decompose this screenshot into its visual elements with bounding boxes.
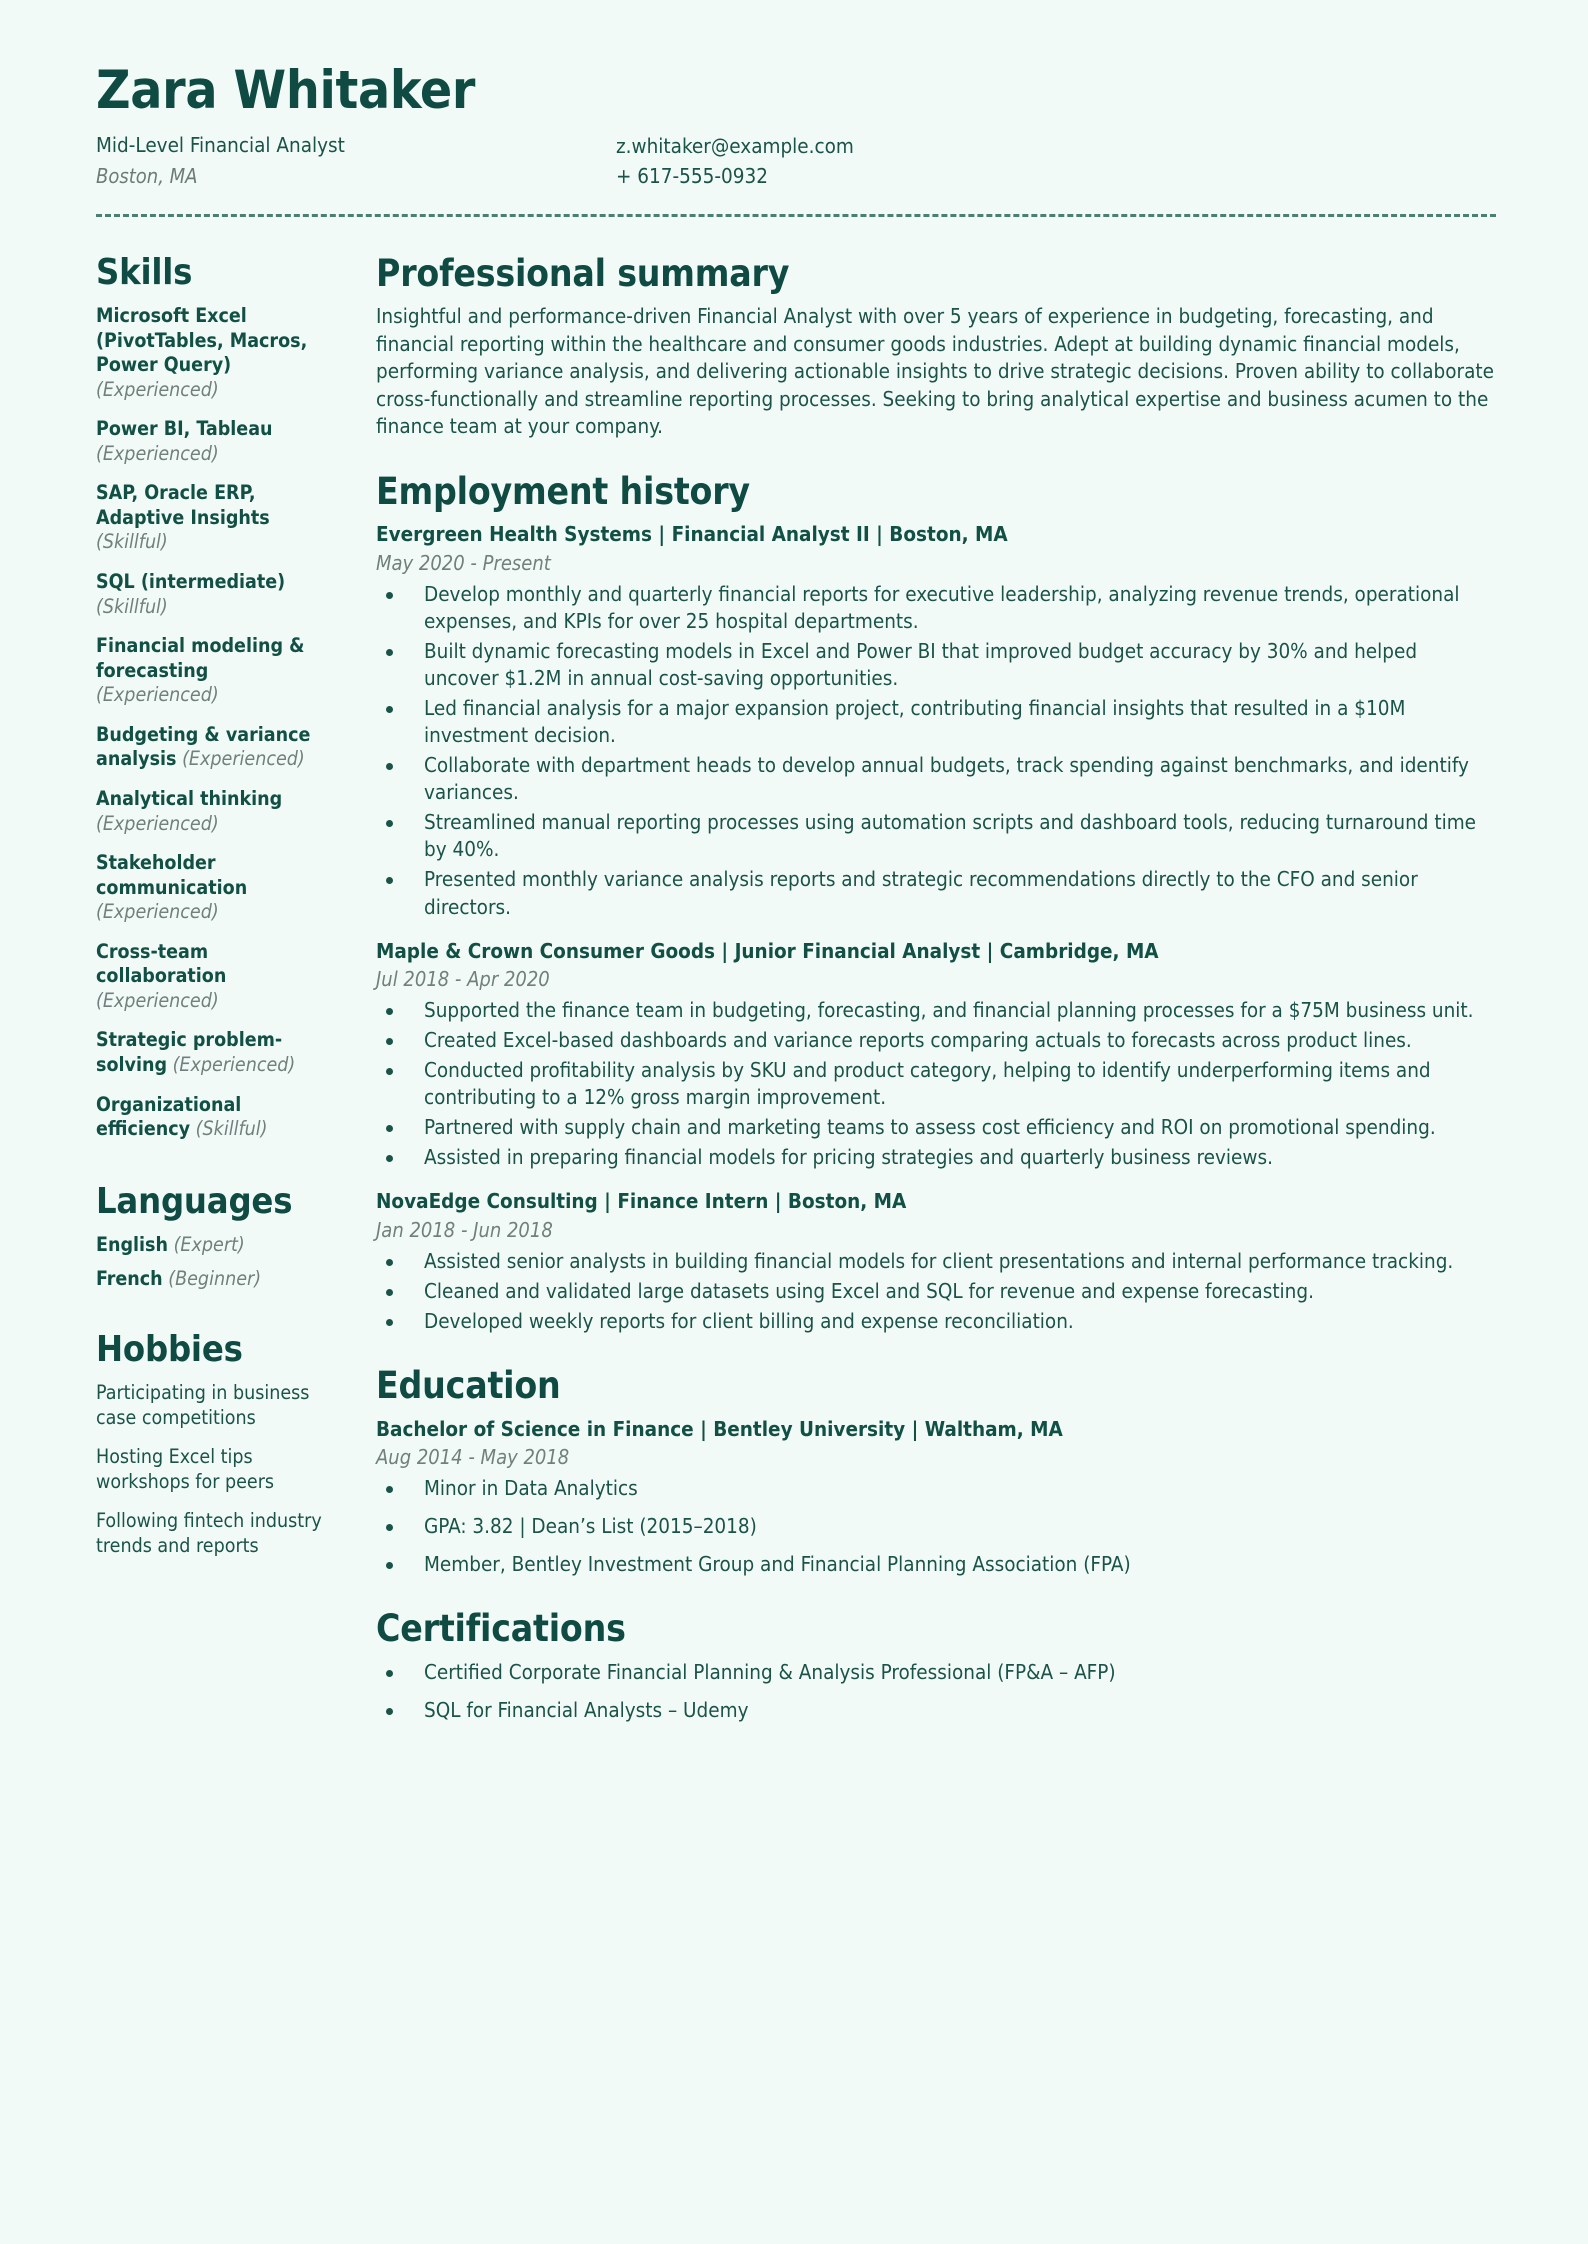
candidate-location: Boston, MA [96,164,198,189]
skill-level: (Skillful) [190,1117,268,1141]
entry-bullet-list [376,1475,1496,1578]
bullet-item: Built dynamic forecasting models in Excel and Power BI that improved budget accuracy by 30% and helped uncover $1.2M in annual cost-saving opportunities. [376,638,1496,692]
skill-name: Power BI, Tableau [96,417,273,441]
skill-level: (Experienced) [96,441,219,465]
skill-item [96,723,330,772]
skill-level: (Experienced) [96,683,219,707]
skills-list [96,304,330,1142]
bullet-item: Assisted senior analysts in building financial models for client presentations and internal performance tracking. [376,1248,1496,1275]
language-level: (Beginner) [162,1267,262,1291]
hobbies-heading: Hobbies [96,1329,243,1371]
entry-bullet-list [376,997,1496,1171]
skill-item [96,481,330,555]
entry-title: NovaEdge Consulting | Finance Intern | Boston, MA [376,1189,907,1214]
skill-name: SQL (intermediate) [96,570,286,594]
language-level: (Expert) [168,1233,245,1257]
education-heading: Education [376,1364,561,1408]
skills-section [96,253,330,1142]
skill-level: (Experienced) [96,811,219,835]
languages-heading: Languages [96,1180,293,1222]
languages-list [96,1233,330,1290]
skill-name: Organizational efficiency [96,1092,242,1141]
skill-level: (Experienced) [176,747,305,771]
skill-level: (Skillful) [96,594,168,618]
bullet-item: Created Excel-based dashboards and variance reports comparing actuals to forecasts across product lines. [376,1027,1496,1054]
bullet-item: Collaborate with department heads to develop annual budgets, track spending against benchmarks, and identify variances. [376,752,1496,806]
candidate-name: Zara Whitaker [96,60,476,121]
skill-name: Strategic problem-solving [96,1028,283,1077]
bullet-item: Cleaned and validated large datasets using Excel and SQL for revenue and expense forecasting. [376,1278,1496,1305]
bullet-item: Assisted in preparing financial models for pricing strategies and quarterly business reviews. [376,1144,1496,1171]
entry-date: Aug 2014 - May 2018 [376,1445,570,1470]
resume-header [96,62,1496,227]
main-column [348,253,1496,1754]
entry-date: Jan 2018 - Jun 2018 [376,1218,553,1243]
skill-item [96,1093,330,1142]
bullet-item: Minor in Data Analytics [376,1475,1496,1502]
skill-level: (Experienced) [96,900,219,924]
entry-date: May 2020 - Present [376,551,551,575]
hobby-item: Following fintech industry trends and reports [96,1509,322,1558]
skill-name: Analytical thinking [96,786,283,810]
language-item [96,1233,330,1256]
entry-bullet-list [376,1248,1496,1335]
skill-level: (Experienced) [167,1053,296,1077]
hobbies-list [96,1381,330,1559]
experience-entry [376,1416,1496,1579]
entry-title: Evergreen Health Systems | Financial Analyst II | Boston, MA [376,522,1008,547]
skill-name: Stakeholder communication [96,851,248,899]
skill-item [96,570,330,619]
skill-item [96,417,330,466]
sidebar [96,253,348,1599]
certifications-heading: Certifications [376,1607,626,1651]
skill-item [96,851,330,925]
entry-bullet-list [376,581,1496,921]
experience-entry [376,938,1496,1172]
hobbies-section [96,1330,330,1559]
header-left-column [96,131,616,191]
header-contact-column [616,131,854,191]
skill-item [96,634,330,708]
skill-level: (Experienced) [96,988,219,1012]
language-item [96,1267,330,1290]
bullet-item: Member, Bentley Investment Group and Financial Planning Association (FPA) [376,1551,1496,1578]
bullet-item: GPA: 3.82 | Dean’s List (2015–2018) [376,1513,1496,1540]
entry-date: Jul 2018 - Apr 2020 [376,967,550,992]
contact-email[interactable]: z.whitaker@example.com [616,134,854,159]
certification-item: SQL for Financial Analysts – Udemy [376,1697,1496,1724]
skill-name: Budgeting & variance analysis [96,722,311,771]
certifications-section [376,1608,1496,1724]
skill-name: SAP, Oracle ERP, Adaptive Insights [96,481,270,529]
professional-summary-section [376,253,1496,441]
languages-section [96,1182,330,1290]
skill-item [96,787,330,836]
hobby-item: Participating in business case competitions [96,1381,310,1430]
language-name: French [96,1267,163,1291]
skill-name: Cross-team collaboration [96,939,227,988]
entry-title: Bachelor of Science in Finance | Bentley University | Waltham, MA [376,1416,1063,1441]
skill-name: Microsoft Excel (PivotTables, Macros, Power Query) [96,303,308,377]
certifications-list [376,1659,1496,1724]
header-divider [96,214,1496,217]
education-section [376,1365,1496,1578]
contact-phone[interactable]: + 617-555-0932 [616,163,768,188]
bullet-item: Supported the finance team in budgeting, forecasting, and financial planning processes for a $75M business unit. [376,997,1496,1024]
language-name: English [96,1233,168,1257]
skill-level: (Experienced) [96,377,219,401]
employment-history-section [376,471,1496,1335]
skill-level: (Skillful) [96,530,168,554]
skill-item [96,1028,330,1077]
entry-title: Maple & Crown Consumer Goods | Junior Financial Analyst | Cambridge, MA [376,938,1159,963]
bullet-item: Presented monthly variance analysis reports and strategic recommendations directly to the CFO and senior directors. [376,866,1496,920]
candidate-job-title: Mid-Level Financial Analyst [96,133,345,158]
employment-history-heading: Employment history [376,469,750,513]
experience-entry [376,1188,1496,1335]
skill-name: Financial modeling & forecasting [96,634,305,682]
bullet-item: Led financial analysis for a major expansion project, contributing financial insights that resulted in a $10M investment decision. [376,695,1496,749]
hobby-item: Hosting Excel tips workshops for peers [96,1445,275,1494]
professional-summary-heading: Professional summary [376,251,790,295]
bullet-item: Conducted profitability analysis by SKU and product category, helping to identify underperforming items and contributing to a 12% gross margin improvement. [376,1057,1496,1111]
skill-item [96,940,330,1014]
certification-item: Certified Corporate Financial Planning & Analysis Professional (FP&A – AFP) [376,1659,1496,1686]
education-list [376,1416,1496,1579]
skills-heading: Skills [96,251,193,293]
employment-list [376,521,1496,1335]
bullet-item: Developed weekly reports for client billing and expense reconciliation. [376,1308,1496,1335]
bullet-item: Streamlined manual reporting processes using automation scripts and dashboard tools, reducing turnaround time by 40%. [376,809,1496,863]
experience-entry [376,521,1496,920]
bullet-item: Partnered with supply chain and marketing teams to assess cost efficiency and ROI on promotional spending. [376,1114,1496,1141]
bullet-item: Develop monthly and quarterly financial reports for executive leadership, analyzing revenue trends, operational expenses, and KPIs for over 25 hospital departments. [376,581,1496,635]
professional-summary-text: Insightful and performance-driven Financial Analyst with over 5 years of experience in budgeting, forecasting, and financial reporting within the healthcare and consumer goods industries. Adept at building dynamic financial models, performing variance analysis, and delivering actionable insights to drive strategic decisions. Proven ability to collaborate cross-functionally and streamline reporting processes. Seeking to bring analytical expertise and business acumen to the finance team at your company. [376,304,1494,439]
skill-item [96,304,330,402]
